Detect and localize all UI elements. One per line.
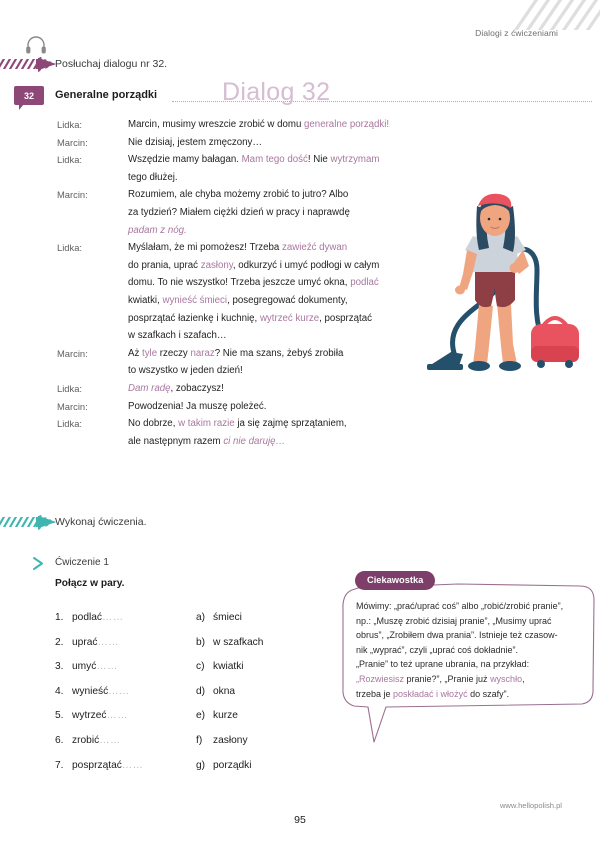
plain-text: , zobaczysz! bbox=[170, 382, 224, 394]
section-label: Dialogi z ćwiczeniami bbox=[475, 28, 558, 38]
website-url: www.hellopolish.pl bbox=[499, 801, 562, 810]
plain-text: , posprzątać bbox=[319, 312, 372, 324]
plain-text: Wszędzie mamy bałagan. bbox=[128, 154, 242, 166]
plain-text: Marcin, musimy wreszcie zrobić w domu bbox=[128, 119, 305, 130]
dialog-line bbox=[57, 398, 457, 416]
speaker-label: Lidka: bbox=[57, 382, 83, 394]
highlighted-phrase: w takim razie bbox=[178, 418, 235, 430]
chevron-right-icon bbox=[32, 556, 45, 571]
item-marker: e) bbox=[196, 710, 206, 722]
exercises-arrow-decoration bbox=[0, 514, 56, 530]
highlighted-phrase: wynieść śmieci bbox=[162, 294, 228, 306]
item-marker: 4. bbox=[55, 685, 64, 697]
fact-line bbox=[356, 672, 570, 687]
plain-text: ale następnym razem bbox=[128, 435, 224, 447]
item-marker: b) bbox=[196, 636, 206, 648]
item-word: okna bbox=[213, 685, 236, 697]
speaker-label: Marcin: bbox=[57, 400, 88, 412]
matching-item[interactable] bbox=[196, 729, 326, 754]
highlighted-phrase: zasłony bbox=[200, 259, 233, 271]
dialog-line bbox=[57, 222, 457, 240]
item-marker: a) bbox=[196, 612, 206, 623]
answer-blank[interactable]: …… bbox=[99, 734, 121, 746]
dialog-text bbox=[128, 204, 457, 222]
plain-text: , posegregować dokumenty, bbox=[227, 294, 348, 306]
plain-text: Rozumiem, ale chyba możemy zrobić to jutro? Albo bbox=[128, 189, 349, 201]
item-word: w szafkach bbox=[213, 636, 264, 648]
plain-text: No dobrze, bbox=[128, 418, 179, 430]
plain-text: , odkurzyć i umyć podłogi w całym bbox=[232, 259, 380, 271]
item-word: wynieść bbox=[72, 685, 109, 697]
dialog-text bbox=[128, 327, 457, 345]
dialog-text bbox=[128, 398, 457, 416]
matching-item[interactable] bbox=[196, 606, 326, 631]
matching-item[interactable] bbox=[196, 704, 326, 729]
item-word: kwiatki bbox=[213, 661, 244, 673]
speaker-label: Marcin: bbox=[57, 347, 88, 359]
fact-line bbox=[356, 599, 570, 614]
highlighted-phrase: poskładać i włożyć bbox=[393, 688, 468, 699]
item-marker: g) bbox=[196, 759, 206, 771]
fact-line bbox=[356, 643, 570, 658]
fact-line bbox=[356, 687, 570, 702]
dialog-number-badge: 32 bbox=[14, 86, 44, 105]
highlighted-phrase: naraz bbox=[190, 347, 215, 359]
answer-blank[interactable]: …… bbox=[106, 710, 129, 722]
speaker-label: Lidka: bbox=[57, 418, 83, 430]
plain-text: do szafy”. bbox=[467, 688, 510, 699]
dialog-line bbox=[57, 169, 457, 187]
highlighted-idiom: Dam radę bbox=[128, 382, 171, 394]
dialog-text bbox=[128, 186, 457, 204]
dialog-text bbox=[128, 257, 457, 275]
highlighted-idiom: ci nie daruję… bbox=[223, 435, 286, 447]
dialog-text bbox=[128, 222, 457, 240]
dialog-text bbox=[128, 116, 457, 134]
item-marker: 7. bbox=[55, 759, 64, 771]
speaker-label: Lidka: bbox=[57, 242, 83, 254]
item-word: wytrzeć bbox=[72, 710, 107, 722]
dialog-transcript bbox=[57, 116, 457, 450]
headphones-icon bbox=[25, 36, 47, 54]
dialog-watermark: Dialog 32 bbox=[222, 78, 331, 106]
plain-text: tego dłużej. bbox=[128, 171, 178, 183]
header-stripe-decoration bbox=[505, 0, 600, 30]
matching-item[interactable] bbox=[55, 754, 185, 779]
page-number: 95 bbox=[294, 814, 306, 826]
dialog-line bbox=[57, 415, 457, 433]
plain-text: , bbox=[522, 673, 525, 684]
item-word: uprać bbox=[72, 636, 98, 648]
highlighted-phrase: wytrzeć kurze bbox=[259, 312, 320, 324]
highlighted-phrase: Mam tego dość bbox=[241, 154, 308, 166]
speaker-label: Marcin: bbox=[57, 189, 88, 201]
dialog-line bbox=[57, 239, 457, 257]
matching-left-column[interactable] bbox=[55, 606, 185, 778]
plain-text: np.: „Muszę zrobić dzisiaj pranie”, „Musimy uprać bbox=[356, 615, 552, 626]
plain-text: Mówimy: „prać/uprać coś” albo „robić/zrobić pranie”, bbox=[356, 601, 564, 611]
plain-text: domu. To nie wszystko! Trzeba jeszcze umyć okna, bbox=[128, 277, 351, 289]
item-word: zrobić bbox=[72, 734, 100, 746]
highlighted-phrase: tyle bbox=[142, 347, 158, 359]
dialog-line bbox=[57, 362, 457, 380]
dialog-line bbox=[57, 292, 457, 310]
matching-item[interactable] bbox=[55, 631, 185, 656]
item-marker: 6. bbox=[55, 734, 64, 746]
highlighted-phrase: „Rozwiesisz bbox=[356, 673, 405, 684]
dialog-line bbox=[57, 257, 457, 275]
plain-text: Nie dzisiaj, jestem zmęczony… bbox=[128, 136, 263, 148]
matching-item[interactable] bbox=[55, 704, 185, 729]
plain-text: kwiatki, bbox=[128, 294, 163, 306]
matching-item[interactable] bbox=[55, 729, 185, 754]
highlighted-phrase: podlać bbox=[350, 277, 379, 289]
dialog-title: Generalne porządki bbox=[55, 89, 158, 101]
dialog-text bbox=[128, 274, 457, 292]
matching-item[interactable] bbox=[55, 680, 185, 705]
item-word: umyć bbox=[72, 661, 97, 673]
fact-text bbox=[356, 599, 570, 701]
answer-blank[interactable]: …… bbox=[96, 661, 118, 673]
dialog-line bbox=[57, 310, 457, 328]
plain-text: ! Nie bbox=[307, 154, 331, 166]
item-word: podlać bbox=[72, 612, 103, 623]
item-marker: c) bbox=[196, 661, 205, 673]
matching-item[interactable] bbox=[196, 631, 326, 656]
dialog-text bbox=[128, 310, 457, 328]
speaker-label: Lidka: bbox=[57, 119, 83, 130]
plain-text: Powodzenia! Ja muszę poleżeć. bbox=[128, 400, 267, 412]
matching-item[interactable] bbox=[55, 606, 185, 631]
fact-line bbox=[356, 657, 570, 672]
plain-text: do prania, uprać bbox=[128, 259, 201, 271]
listen-instruction: Posłuchaj dialogu nr 32. bbox=[55, 58, 168, 70]
highlighted-phrase: generalne porządki! bbox=[304, 119, 390, 130]
item-marker: 1. bbox=[55, 612, 64, 623]
listen-arrow-decoration bbox=[0, 56, 56, 72]
fact-line bbox=[356, 614, 570, 629]
plain-text: Myślałam, że mi pomożesz! Trzeba bbox=[128, 242, 282, 254]
dialog-text bbox=[128, 134, 457, 152]
plain-text: w szafkach i szafach… bbox=[128, 330, 227, 342]
dialog-line bbox=[57, 433, 457, 451]
matching-item[interactable] bbox=[196, 680, 326, 705]
exercises-instruction: Wykonaj ćwiczenia. bbox=[55, 516, 147, 528]
speaker-label: Lidka: bbox=[57, 154, 83, 166]
dialog-line bbox=[57, 345, 457, 363]
dialog-line bbox=[57, 116, 457, 134]
dialog-line bbox=[57, 186, 457, 204]
dialog-text bbox=[128, 169, 457, 187]
fact-box bbox=[338, 570, 596, 745]
matching-right-column[interactable] bbox=[196, 606, 326, 778]
plain-text: za tydzień? Miałem ciężki dzień w pracy i naprawdę bbox=[128, 206, 350, 218]
plain-text: to wszystko w jeden dzień! bbox=[128, 365, 243, 377]
matching-item[interactable] bbox=[196, 655, 326, 680]
dialog-text bbox=[128, 345, 457, 363]
item-marker: d) bbox=[196, 685, 206, 697]
dialog-line bbox=[57, 274, 457, 292]
dialog-text bbox=[128, 362, 457, 380]
matching-item[interactable] bbox=[55, 655, 185, 680]
highlighted-phrase: zawieźć dywan bbox=[281, 242, 348, 254]
dialog-text bbox=[128, 415, 457, 433]
dialog-text bbox=[128, 380, 457, 398]
dialog-text bbox=[128, 292, 457, 310]
dialog-line bbox=[57, 134, 457, 152]
plain-text: „Pranie” to też uprane ubrania, na przykład: bbox=[356, 659, 530, 670]
dialog-line bbox=[57, 380, 457, 398]
plain-text: pranie?”, „Pranie już bbox=[404, 673, 491, 684]
dialog-line bbox=[57, 204, 457, 222]
plain-text: Aż bbox=[128, 347, 142, 359]
item-marker: 2. bbox=[55, 636, 64, 648]
highlighted-phrase: wyschło bbox=[490, 673, 523, 684]
plain-text: nik „wyprać”, czyli „uprać coś dokładnie”. bbox=[356, 644, 519, 655]
answer-blank[interactable]: …… bbox=[121, 759, 144, 771]
highlighted-phrase: wytrzymam bbox=[330, 154, 380, 166]
fact-line bbox=[356, 628, 570, 643]
plain-text: posprzątać łazienkę i kuchnię, bbox=[128, 312, 260, 324]
matching-item[interactable] bbox=[196, 754, 326, 779]
exercise-title: Ćwiczenie 1 bbox=[55, 557, 109, 568]
dialog-line bbox=[57, 151, 457, 169]
fact-label: Ciekawostka bbox=[355, 571, 435, 590]
item-marker: 5. bbox=[55, 710, 64, 722]
plain-text: trzeba je bbox=[356, 688, 394, 699]
answer-blank[interactable]: …… bbox=[97, 636, 120, 648]
item-marker: 3. bbox=[55, 661, 64, 673]
highlighted-idiom: padam z nóg. bbox=[128, 224, 187, 236]
dialog-text bbox=[128, 433, 457, 451]
plain-text: ja się zajmę sprzątaniem, bbox=[234, 418, 347, 430]
speaker-label: Marcin: bbox=[57, 136, 88, 148]
exercise-instruction: Połącz w pary. bbox=[55, 578, 125, 589]
plain-text: obrus”, „Zrobiłem dwa prania”. Istnieje też czasow- bbox=[356, 630, 558, 641]
item-word: śmieci bbox=[213, 612, 242, 623]
woman-vacuuming-illustration bbox=[415, 188, 590, 383]
dialog-text bbox=[128, 151, 457, 169]
answer-blank[interactable]: …… bbox=[102, 612, 124, 623]
item-word: zasłony bbox=[213, 734, 248, 746]
dialog-line bbox=[57, 327, 457, 345]
item-word: posprzątać bbox=[72, 759, 122, 771]
item-marker: f) bbox=[196, 734, 203, 746]
plain-text: ? Nie ma szans, żebyś zrobiła bbox=[214, 347, 344, 359]
plain-text: rzeczy bbox=[157, 347, 191, 359]
item-word: kurze bbox=[213, 710, 238, 722]
dialog-text bbox=[128, 239, 457, 257]
item-word: porządki bbox=[213, 759, 252, 771]
answer-blank[interactable]: …… bbox=[108, 685, 130, 697]
